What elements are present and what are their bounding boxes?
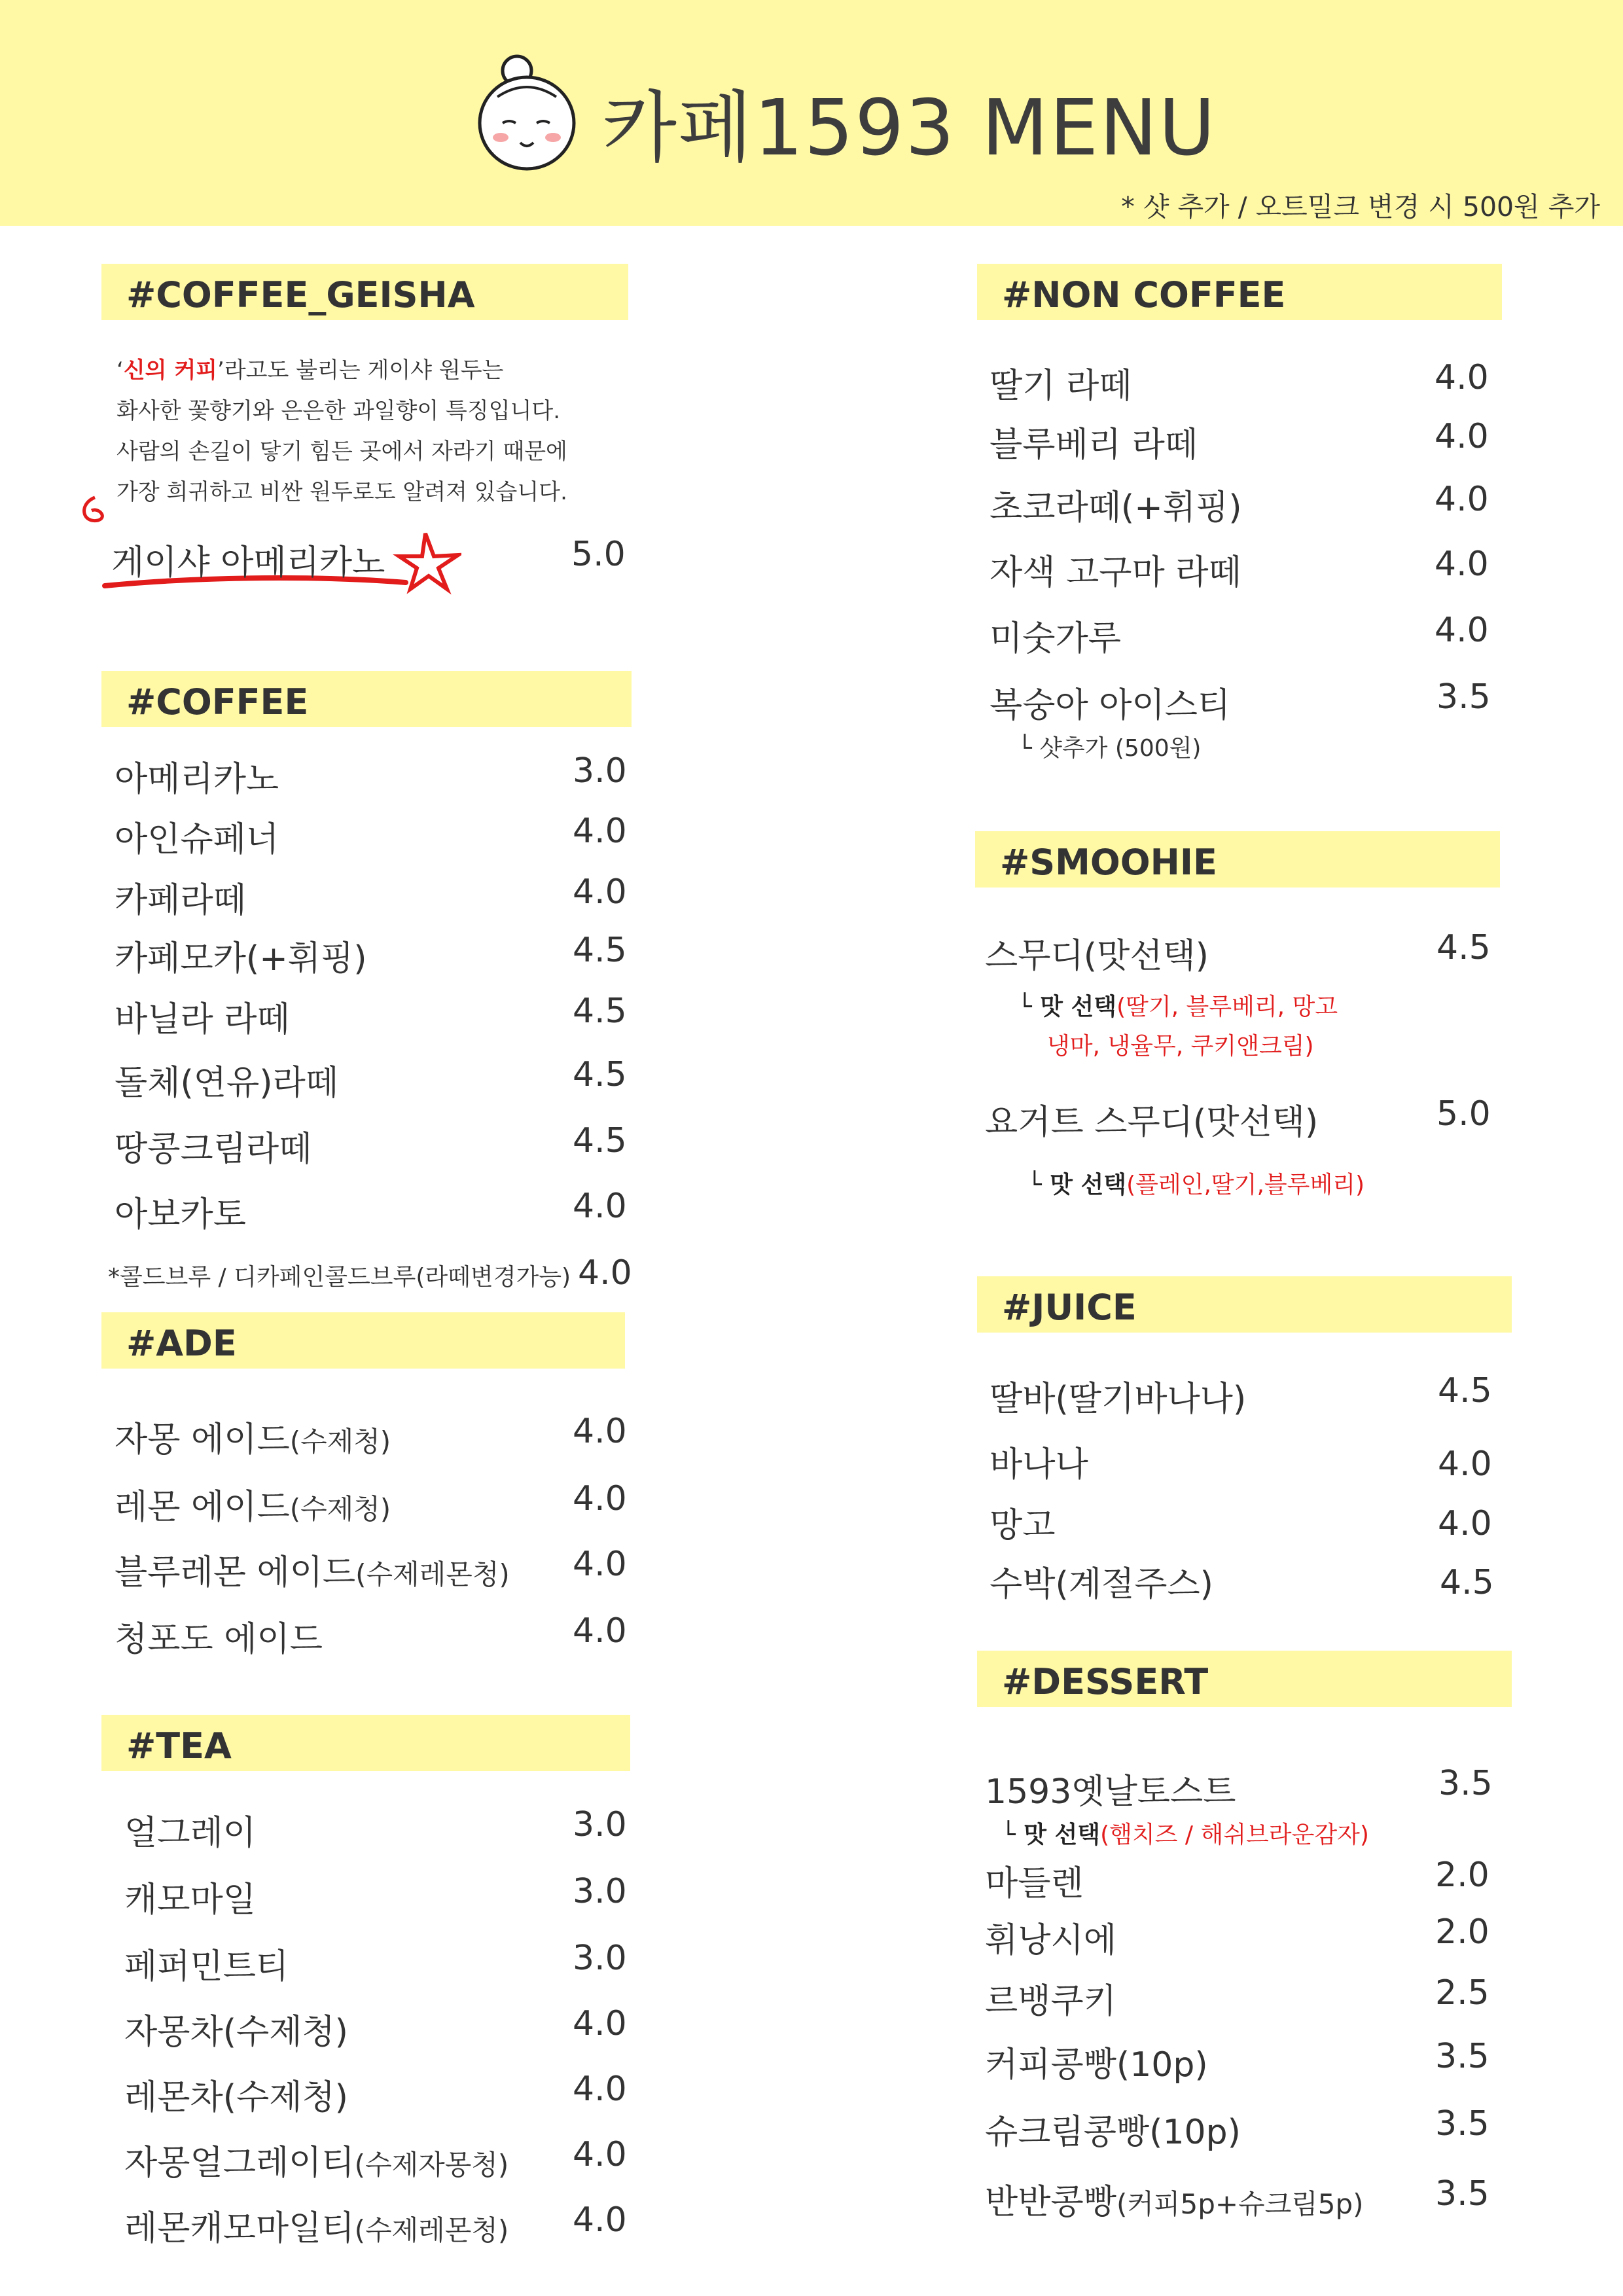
section-heading-smoothie [975, 831, 1500, 888]
menu-item: 반반콩빵(커피5p+슈크림5p) 3.5 [985, 2174, 1489, 2222]
menu-item: 요거트 스무디(맛선택) 5.0 [985, 1094, 1491, 1142]
menu-item: 블루레몬 에이드(수제레몬청) 4.0 [115, 1545, 627, 1592]
geisha-description: ‘신의 커피’라고도 불리는 게이샤 원두는 화사한 꽃향기와 은은한 과일향이 특징입니다. 사람의 손길이 닿기 힘든 곳에서 자라기 때문에 가장 희귀하고 비싼 원두로도 알려져 있습니다. [116, 357, 567, 505]
menu-item: 레몬 에이드(수제청) 4.0 [115, 1479, 627, 1527]
section-title: #COFFEE_GEISHA [126, 274, 475, 315]
section-title: #TEA [126, 1725, 232, 1767]
menu-item: 자색 고구마 라떼 4.0 [990, 545, 1489, 592]
menu-item: 복숭아 아이스티 3.5 [990, 677, 1491, 725]
section-title: #ADE [126, 1323, 237, 1364]
menu-item: 바닐라 라떼 4.5 [115, 992, 627, 1039]
section-heading-dessert [977, 1651, 1512, 1707]
menu-item: 페퍼민트티 3.0 [124, 1939, 627, 1986]
menu-item: 얼그레이 3.0 [124, 1805, 627, 1853]
menu-item: 자몽 에이드(수제청) 4.0 [115, 1412, 627, 1460]
page-title: 카페1593 MENU [602, 82, 1217, 173]
menu-item: *콜드브루 / 디카페인콜드브루(라떼변경가능) 4.0 [108, 1253, 632, 1293]
menu-item: 아메리카노 3.0 [115, 751, 627, 799]
menu-item: 아인슈페너 4.0 [115, 812, 627, 859]
section-heading-non-coffee [977, 264, 1502, 320]
menu-item: 레몬캐모마일티(수제레몬청) 4.0 [124, 2200, 627, 2248]
menu-item: 블루베리 라떼 4.0 [990, 417, 1489, 465]
menu-item: 청포도 에이드 4.0 [115, 1611, 627, 1659]
section-title: #NON COFFEE [1002, 274, 1286, 315]
menu-item: 슈크림콩빵(10p) 3.5 [985, 2104, 1489, 2152]
menu-item: 딸바(딸기바나나) 4.5 [990, 1371, 1492, 1419]
section-heading-coffee [101, 671, 632, 727]
menu-item: 수박(계절주스) 4.5 [990, 1563, 1494, 1604]
item-price: 5.0 [571, 535, 626, 574]
item-sub-note: └ 샷추가 (500원) [1018, 735, 1202, 762]
menu-item: 마들렌 2.0 [985, 1856, 1489, 1903]
menu-item: 바나나 4.0 [990, 1444, 1492, 1484]
section-heading-tea [101, 1715, 630, 1771]
item-name: 게이샤 아메리카노 [111, 543, 385, 583]
menu-item: 카페라떼 4.0 [115, 872, 627, 920]
menu-item [111, 535, 628, 581]
section-title: #JUICE [1002, 1287, 1137, 1328]
menu-item: 땅콩크림라떼 4.5 [115, 1121, 627, 1169]
smiling-girl-face-icon [471, 51, 586, 175]
flavor-options: 냉마, 냉율무, 쿠키앤크림) [1047, 1033, 1314, 1060]
menu-item: 망고 4.0 [990, 1504, 1492, 1545]
menu-item: 자몽얼그레이티(수제자몽청) 4.0 [124, 2135, 627, 2183]
highlight-text: 신의 커피 [123, 357, 218, 384]
section-title: #COFFEE [126, 681, 309, 723]
section-heading-ade [101, 1312, 625, 1369]
flavor-options: └ 맛 선택(딸기, 블루베리, 망고 [1018, 994, 1338, 1020]
flavor-options: └ 맛 선택(햄치즈 / 해쉬브라운감자) [1001, 1821, 1369, 1848]
menu-item: 캐모마일 3.0 [124, 1872, 627, 1920]
menu-item: 스무디(맛선택) 4.5 [985, 928, 1491, 976]
menu-item: 카페모카(+휘핑) 4.5 [115, 931, 627, 978]
section-heading-geisha [101, 264, 628, 320]
menu-item: 미숫가루 4.0 [990, 611, 1489, 658]
menu-item: 르뱅쿠키 2.5 [985, 1973, 1489, 2021]
section-title: #DESSERT [1002, 1661, 1209, 1702]
menu-item: 딸기 라떼 4.0 [990, 358, 1489, 406]
menu-item: 레몬차(수제청) 4.0 [124, 2070, 627, 2117]
extra-charge-note: * 샷 추가 / 오트밀크 변경 시 500원 추가 [1121, 191, 1600, 223]
menu-item: 커피콩빵(10p) 3.5 [985, 2037, 1489, 2085]
flavor-options: └ 맛 선택(플레인,딸기,블루베리) [1027, 1172, 1365, 1198]
section-heading-juice [977, 1276, 1512, 1333]
menu-item: 휘낭시에 2.0 [985, 1912, 1489, 1960]
menu-item: 돌체(연유)라떼 4.5 [115, 1055, 627, 1103]
section-title: #SMOOHIE [1000, 842, 1217, 883]
menu-item: 초코라떼(+휘핑) 4.0 [990, 480, 1489, 528]
menu-item: 아보카토 4.0 [115, 1187, 627, 1234]
menu-item: 자몽차(수제청) 4.0 [124, 2004, 627, 2052]
menu-item: 1593옛날토스트 3.5 [985, 1764, 1493, 1812]
